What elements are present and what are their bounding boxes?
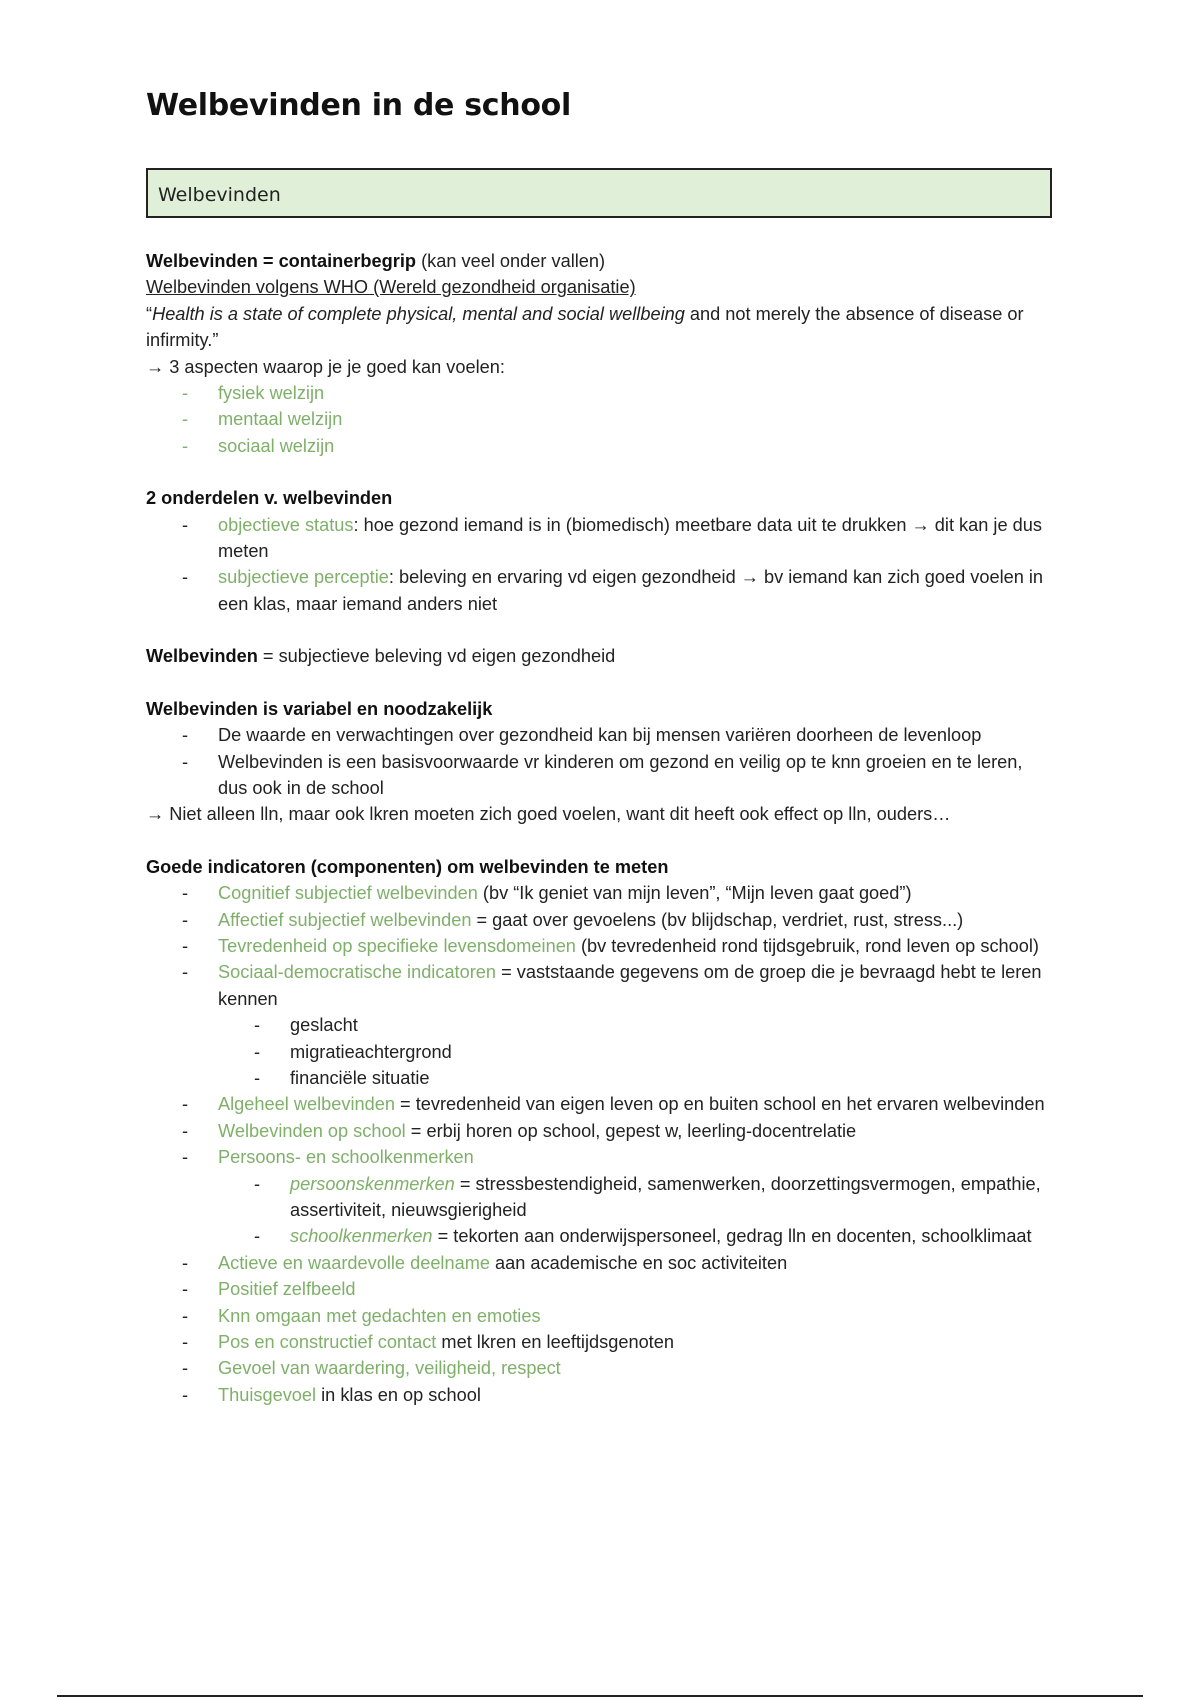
- list-item: - Cognitief subjectief welbevinden (bv “Ik geniet van mijn leven”, “Mijn leven gaat goed”): [146, 880, 1056, 906]
- page-bottom-divider: [57, 1695, 1143, 1697]
- list-item: - Thuisgevoel in klas en op school: [146, 1382, 1056, 1408]
- list-item: - Actieve en waardevolle deelname aan academische en soc activiteiten: [146, 1250, 1056, 1276]
- who-quote: “Health is a state of complete physical, mental and social wellbeing and not merely the absence of disease or infirmity.”: [146, 303, 1024, 351]
- list-item: - Tevredenheid op specifieke levensdomeinen (bv tevredenheid rond tijdsgebruik, rond leven op school): [146, 933, 1056, 959]
- sociaal-sublist: [146, 1012, 1056, 1091]
- page-title: Welbevinden in de school: [146, 88, 571, 123]
- indicatoren-heading: Goede indicatoren (componenten) om welbevinden te meten: [146, 856, 669, 877]
- variabel-heading: Welbevinden is variabel en noodzakelijk: [146, 698, 493, 719]
- list-item: - mentaal welzijn: [146, 406, 1056, 432]
- indicatoren-list: [146, 880, 1056, 1012]
- list-item: - persoonskenmerken = stressbestendigheid, samenwerken, doorzettingsvermogen, empathie, assertiviteit, nieuwsgierigheid: [146, 1171, 1056, 1224]
- indicatoren-list-2: [146, 1091, 1056, 1170]
- list-item: - Pos en constructief contact met lkren en leeftijdsgenoten: [146, 1329, 1056, 1355]
- list-item: - Algeheel welbevinden = tevredenheid van eigen leven op en buiten school en het ervaren welbevinden: [146, 1091, 1056, 1117]
- document-body: [146, 248, 1056, 1408]
- list-item: - fysiek welzijn: [146, 380, 1056, 406]
- who-heading: Welbevinden volgens WHO (Wereld gezondheid organisatie): [146, 277, 636, 298]
- indicatoren-list-3: [146, 1250, 1056, 1408]
- kenmerken-sublist: [146, 1171, 1056, 1250]
- list-item: - migratieachtergrond: [146, 1039, 1056, 1065]
- list-item: - Welbevinden op school = erbij horen op school, gepest w, leerling-docentrelatie: [146, 1118, 1056, 1144]
- aspects-intro: → 3 aspecten waarop je je goed kan voelen:: [146, 356, 505, 377]
- list-item: - financiële situatie: [146, 1065, 1056, 1091]
- definition-rest: (kan veel onder vallen): [416, 251, 606, 271]
- list-item: - Sociaal-democratische indicatoren = vaststaande gegevens om de groep die je bevraagd hebt te leren kennen: [146, 959, 1056, 1012]
- list-item: - geslacht: [146, 1012, 1056, 1038]
- list-item: - Positief zelfbeeld: [146, 1276, 1056, 1302]
- aspects-list: [146, 380, 1056, 459]
- variabel-list: [146, 722, 1056, 801]
- welbevinden-definition: Welbevinden = subjectieve beleving vd eigen gezondheid: [146, 646, 616, 667]
- list-item: - Persoons- en schoolkenmerken: [146, 1144, 1056, 1170]
- list-item: - Knn omgaan met gedachten en emoties: [146, 1303, 1056, 1329]
- definition-line: [146, 248, 1056, 274]
- onderdelen-list: [146, 512, 1056, 618]
- quote-italic: Health is a state of complete physical, mental and social wellbeing: [152, 303, 685, 324]
- variabel-note: → Niet alleen lln, maar ook lkren moeten zich goed voelen, want dit heeft ook effect op lln, ouders…: [146, 804, 951, 825]
- quote-rest: and not merely the absence of disease or infirmity.”: [146, 303, 1024, 351]
- list-item: - De waarde en verwachtingen over gezondheid kan bij mensen variëren doorheen de levenloop: [146, 722, 1056, 748]
- section-header-box: Welbevinden: [146, 168, 1052, 218]
- list-item: - schoolkenmerken = tekorten aan onderwijspersoneel, gedrag lln en docenten, schoolklimaat: [146, 1223, 1056, 1249]
- list-item: - Affectief subjectief welbevinden = gaat over gevoelens (bv blijdschap, verdriet, rust, stress...): [146, 907, 1056, 933]
- list-item: - subjectieve perceptie: beleving en ervaring vd eigen gezondheid → bv iemand kan zich goed voelen in een klas, maar iemand anders niet: [146, 564, 1056, 617]
- list-item: - Gevoel van waardering, veiligheid, respect: [146, 1355, 1056, 1381]
- list-item: - Welbevinden is een basisvoorwaarde vr kinderen om gezond en veilig op te knn groeien en te leren, dus ook in de school: [146, 749, 1056, 802]
- onderdelen-heading: 2 onderdelen v. welbevinden: [146, 488, 393, 509]
- list-item: - objectieve status: hoe gezond iemand is in (biomedisch) meetbare data uit te drukken → dit kan je dus meten: [146, 512, 1056, 565]
- list-item: - sociaal welzijn: [146, 433, 1056, 459]
- definition-bold: Welbevinden = containerbegrip: [146, 251, 417, 271]
